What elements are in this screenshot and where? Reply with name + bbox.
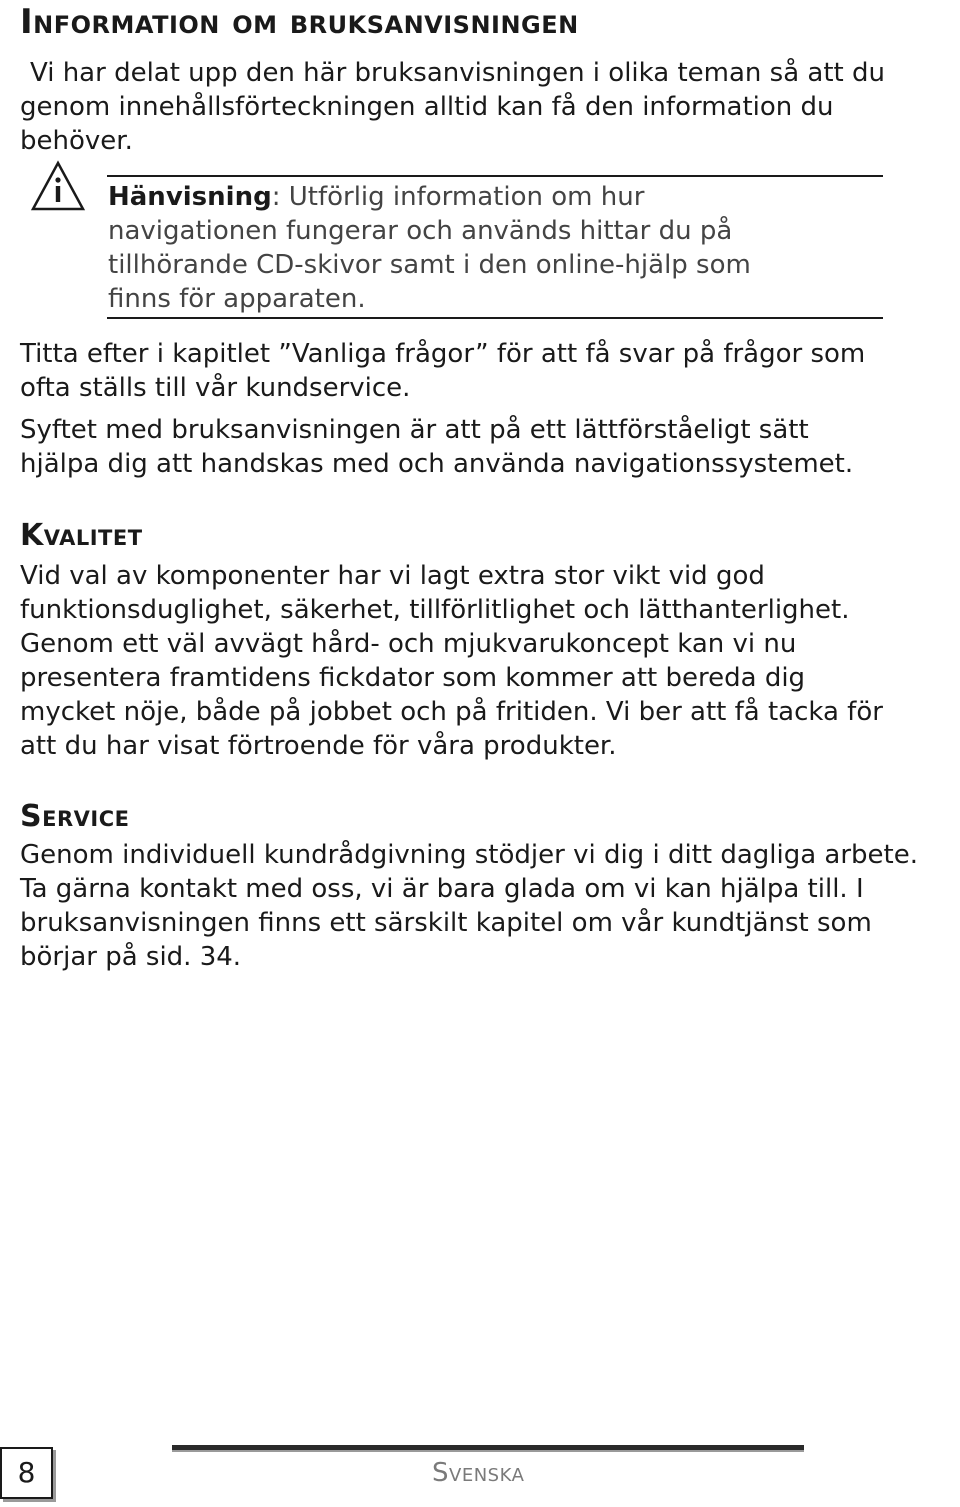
text-line: att du har visat förtroende för våra produkter.	[20, 731, 617, 761]
text-line: hjälpa dig att handskas med och använda navigationssystemet.	[20, 449, 854, 479]
text-line: börjar på sid. 34.	[20, 942, 242, 972]
note-top-rule	[107, 175, 883, 177]
text-line: bruksanvisningen finns ett särskilt kapitel om vår kundtjänst som	[20, 908, 872, 938]
text-line: genom innehållsförteckningen alltid kan få den information du	[20, 92, 834, 122]
kvalitet-paragraph	[20, 559, 960, 763]
text-line: navigationen fungerar och används hittar du på	[108, 216, 733, 246]
section-heading-kvalitet: Kvalitet	[20, 518, 143, 553]
service-paragraph	[20, 838, 960, 974]
text-line: presentera framtidens fickdator som kommer att bereda dig	[20, 663, 806, 693]
page-number: 8	[17, 1456, 36, 1489]
footer-language-label: Svenska	[432, 1458, 525, 1488]
text-line: ofta ställs till vår kundservice.	[20, 373, 411, 403]
note-text	[108, 180, 884, 316]
text-line: mycket nöje, både på jobbet och på fritiden. Vi ber att få tacka för	[20, 697, 883, 727]
note-lead: Hänvisning	[108, 182, 272, 212]
text-line: finns för apparaten.	[108, 284, 366, 314]
faq-paragraph	[20, 337, 960, 405]
text-line: Syftet med bruksanvisningen är att på ett lättförståeligt sätt	[20, 415, 809, 445]
text-line: Genom individuell kundrådgivning stödjer vi dig i ditt dagliga arbete.	[20, 840, 918, 870]
section-heading-service: Service	[20, 799, 130, 834]
intro-paragraph	[20, 56, 960, 158]
text-line: Ta gärna kontakt med oss, vi är bara glada om vi kan hjälpa till. I	[20, 874, 864, 904]
note-first-line	[108, 180, 884, 214]
page-number-box	[0, 1447, 53, 1499]
info-warning-icon	[30, 160, 86, 212]
text-line: Vid val av komponenter har vi lagt extra stor vikt vid god	[20, 561, 765, 591]
text-line: tillhörande CD-skivor samt i den online-hjälp som	[108, 250, 751, 280]
text-line: funktionsduglighet, säkerhet, tillförlitlighet och lätthanterlighet.	[20, 595, 850, 625]
text-line: Genom ett väl avvägt hård- och mjukvarukoncept kan vi nu	[20, 629, 797, 659]
section-heading-information: Information om bruksanvisningen	[20, 2, 579, 42]
note-bottom-rule	[107, 317, 883, 319]
text-line: Titta efter i kapitlet ”Vanliga frågor” för att få svar på frågor som	[20, 339, 866, 369]
purpose-paragraph	[20, 413, 960, 481]
text-line: behöver.	[20, 126, 133, 156]
text-line: : Utförlig information om hur	[271, 182, 645, 212]
text-line: Vi har delat upp den här bruksanvisningen i olika teman så att du	[30, 58, 885, 88]
footer-rule	[172, 1445, 804, 1452]
